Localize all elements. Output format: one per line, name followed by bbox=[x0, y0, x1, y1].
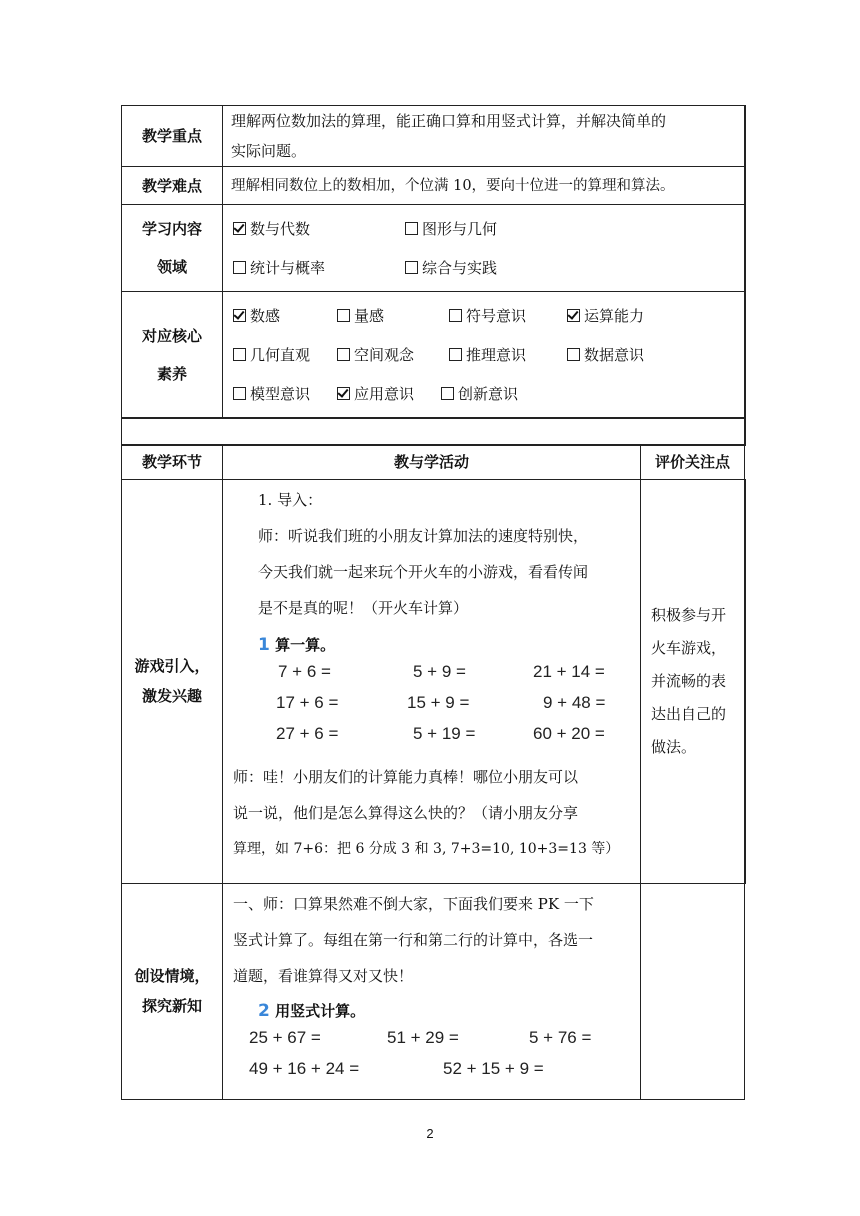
checkbox-icon[interactable] bbox=[337, 348, 350, 361]
exercise2-row: 49 + 16 + 24 = 52 + 15 + 9 = bbox=[249, 1058, 544, 1078]
section2-activity: 一、师：口算果然难不倒大家，下面我们要来 PK 一下 竖式计算了。每组在第一行和第二行的计算中，各选一 道题，看谁算得又对又快！ 2 用竖式计算。 25 + 67 = 51 + 29 = 5 + 76 = 49 + 16 + 24 = 52 + 15 + 9 = bbox=[223, 883, 641, 1099]
exercise1-title: 1 算一算。 bbox=[258, 634, 336, 655]
header-row bbox=[122, 445, 745, 479]
checkbox-icon[interactable] bbox=[449, 309, 462, 322]
header-evaluation: 评价关注点 bbox=[641, 445, 745, 479]
checked-box-icon[interactable] bbox=[233, 309, 246, 322]
domain-option[interactable]: 图形与几何 bbox=[405, 218, 497, 239]
exercise1-number: 1 bbox=[258, 634, 270, 655]
domain-option[interactable]: 数与代数 bbox=[233, 218, 405, 239]
checked-box-icon[interactable] bbox=[337, 387, 350, 400]
literacy-options bbox=[223, 292, 745, 419]
section2-stage: 创设情境， 探究新知 bbox=[122, 883, 223, 1099]
checkbox-icon[interactable] bbox=[405, 261, 418, 274]
checkbox-icon[interactable] bbox=[233, 261, 246, 274]
checkbox-icon[interactable] bbox=[337, 309, 350, 322]
domain-options bbox=[223, 205, 745, 292]
header-stage: 教学环节 bbox=[122, 445, 223, 479]
section1-evaluation: 积极参与开 火车游戏， 并流畅的表 达出自己的 做法。 bbox=[641, 479, 745, 883]
literacy-option[interactable]: 创新意识 bbox=[441, 383, 518, 404]
section1-activity: 1. 导入： 师：听说我们班的小朋友计算加法的速度特别快， 今天我们就一起来玩个开火车的小游戏，看看传闻 是不是真的呢！（开火车计算） 1 算一算。 7 + 6 = 5 + 9 = 21 + 14 = 17 + 6 = 15 + 9 = 9 + 48 = 27 + 6 = 5 + 19 = 60 + 20 = 师：哇！小朋友们的计算能力真棒！哪位小朋友可以 说一说，他们是怎么算得这么快的？（请小朋友分享 算理，如 7+6：把 6 分成 3 和 3, 7+3=10, 10+3=13 等） bbox=[223, 479, 641, 883]
focus-label: 教学重点 bbox=[122, 106, 223, 167]
checked-box-icon[interactable] bbox=[233, 222, 246, 235]
checkbox-icon[interactable] bbox=[405, 222, 418, 235]
section2-row bbox=[122, 883, 745, 1099]
exercise1-row: 17 + 6 = 15 + 9 = 9 + 48 = bbox=[276, 692, 606, 712]
checkbox-icon[interactable] bbox=[449, 348, 462, 361]
domain-option[interactable]: 统计与概率 bbox=[233, 257, 405, 278]
literacy-option[interactable]: 应用意识 bbox=[337, 383, 441, 404]
header-activity: 教与学活动 bbox=[223, 445, 641, 479]
spacer-row bbox=[122, 418, 745, 445]
literacy-option[interactable]: 模型意识 bbox=[233, 383, 337, 404]
literacy-option[interactable]: 推理意识 bbox=[449, 344, 567, 365]
exercise2-row: 25 + 67 = 51 + 29 = 5 + 76 = bbox=[249, 1027, 592, 1047]
checkbox-icon[interactable] bbox=[233, 348, 246, 361]
checked-box-icon[interactable] bbox=[567, 309, 580, 322]
lesson-plan-table bbox=[121, 105, 746, 1100]
literacy-option[interactable]: 符号意识 bbox=[449, 305, 567, 326]
checkbox-icon[interactable] bbox=[441, 387, 454, 400]
exercise2-title: 2 用竖式计算。 bbox=[258, 1000, 366, 1021]
domain-row bbox=[122, 205, 745, 292]
section1-row bbox=[122, 479, 745, 883]
focus-row bbox=[122, 106, 745, 167]
literacy-option[interactable]: 数感 bbox=[233, 305, 337, 326]
difficulty-text: 理解相同数位上的数相加，个位满 10，要向十位进一的算理和算法。 bbox=[223, 167, 745, 205]
focus-text: 理解两位数加法的算理，能正确口算和用竖式计算，并解决简单的 实际问题。 bbox=[223, 106, 745, 167]
page-number: 2 bbox=[426, 1126, 434, 1141]
section2-evaluation bbox=[641, 883, 745, 1099]
literacy-option[interactable]: 量感 bbox=[337, 305, 449, 326]
difficulty-row bbox=[122, 167, 745, 205]
checkbox-icon[interactable] bbox=[233, 387, 246, 400]
exercise1-row: 27 + 6 = 5 + 19 = 60 + 20 = bbox=[276, 723, 605, 743]
exercise2-number: 2 bbox=[258, 1000, 270, 1021]
exercise1-row: 7 + 6 = 5 + 9 = 21 + 14 = bbox=[278, 661, 605, 681]
literacy-option[interactable]: 空间观念 bbox=[337, 344, 449, 365]
section1-stage: 游戏引入， 激发兴趣 bbox=[122, 479, 223, 883]
domain-option[interactable]: 综合与实践 bbox=[405, 257, 497, 278]
literacy-row bbox=[122, 292, 745, 419]
literacy-option[interactable]: 运算能力 bbox=[567, 305, 644, 326]
literacy-label: 对应核心 素养 bbox=[122, 292, 223, 419]
difficulty-label: 教学难点 bbox=[122, 167, 223, 205]
literacy-option[interactable]: 数据意识 bbox=[567, 344, 644, 365]
intro-title: 1. 导入： bbox=[258, 490, 323, 509]
literacy-option[interactable]: 几何直观 bbox=[233, 344, 337, 365]
domain-label: 学习内容 领域 bbox=[122, 205, 223, 292]
checkbox-icon[interactable] bbox=[567, 348, 580, 361]
